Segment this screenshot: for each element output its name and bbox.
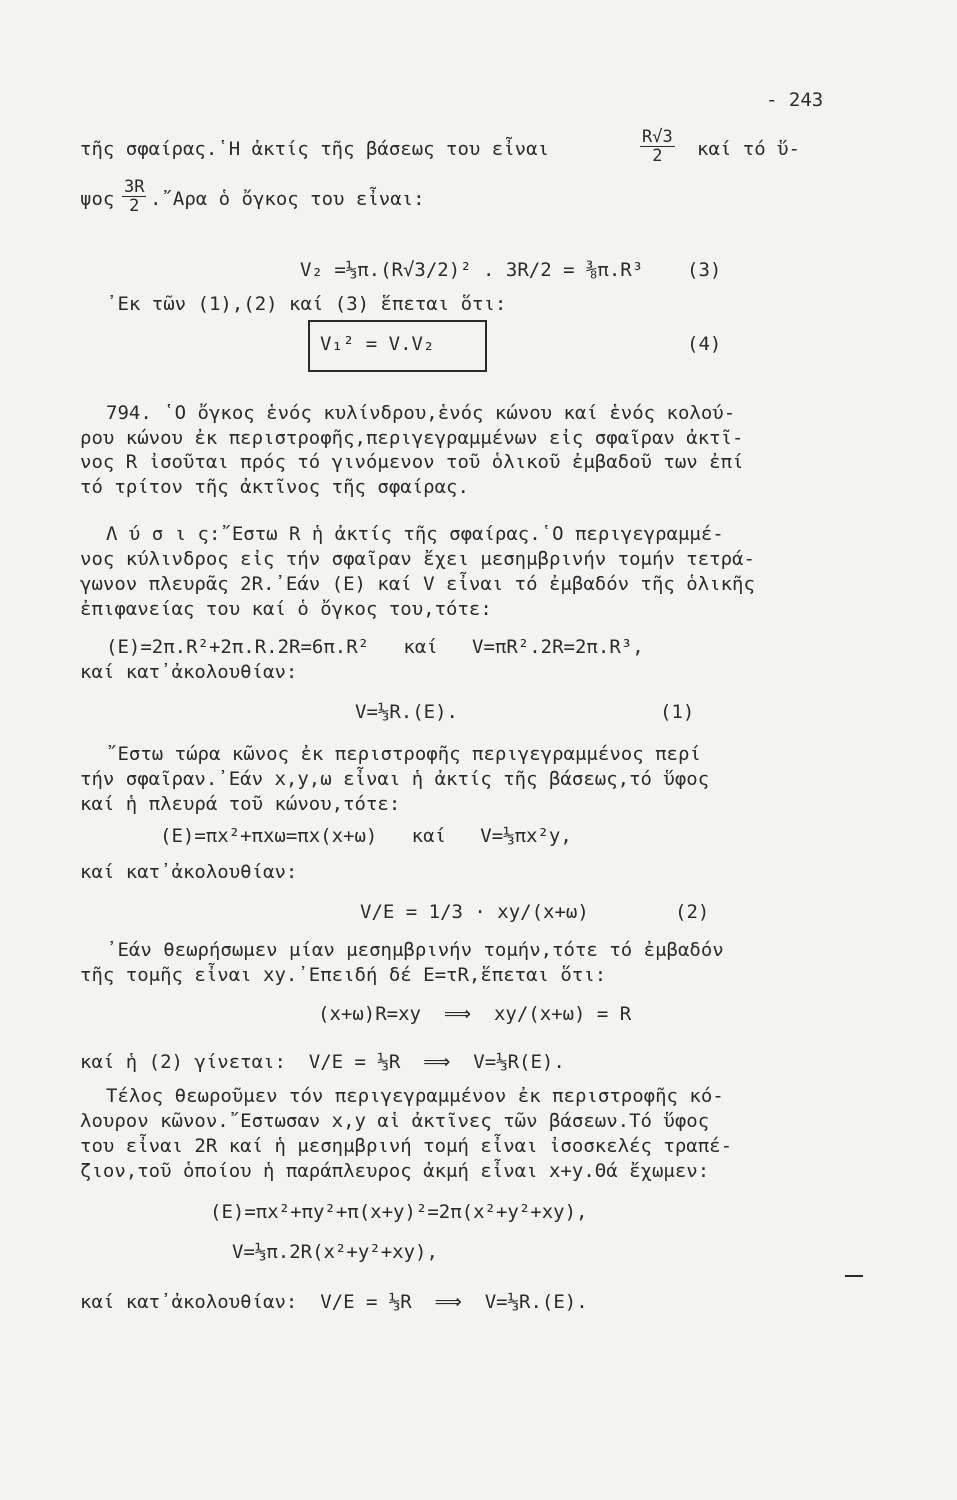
text-line: τῆς τομῆς εἶναι xy.᾿Επειδή δέ Ε=τR,ἕπεται ὅτι: (80, 964, 607, 986)
text-line: καί ἡ (2) γίνεται: V/E = ⅓R ⟹ V=⅓R(Ε). (80, 1051, 565, 1073)
text-line: καί κατ᾿ἀκολουθίαν: V/E = ⅓R ⟹ V=⅓R.(Ε). (80, 1291, 588, 1313)
equation: V=⅓R.(Ε). (355, 701, 458, 723)
text-line: Τέλος θεωροῦμεν τόν περιγεγραμμένον ἐκ περιστροφῆς κό- (106, 1085, 724, 1107)
equation: (Ε)=2π.R²+2π.R.2R=6π.R² καί V=πR².2R=2π.R³, (106, 636, 644, 658)
equation: V/E = 1/3 · xy/(x+ω) (360, 901, 589, 923)
solution-line: ἐπιφανείας του καί ὁ ὄγκος του,τότε: (80, 598, 492, 620)
solution-line: γωνον πλευρᾶς 2R.᾿Εάν (Ε) καί V εἶναι τό ἐμβαδόν τῆς ὁλικῆς (80, 573, 755, 595)
text-line: ψος (80, 188, 115, 210)
solution-line: Λ ύ σ ι ς:῎Εστω R ἡ ἀκτίς τῆς σφαίρας.῾Ο περιγεγραμμέ- (106, 523, 724, 545)
fraction-denominator: 2 (652, 146, 663, 166)
fraction-denominator: 2 (129, 196, 140, 216)
equation-label: (4) (687, 333, 722, 355)
text-line: καί ἡ πλευρά τοῦ κώνου,τότε: (80, 793, 401, 815)
problem-line: τό τρίτον τῆς ἀκτῖνος τῆς σφαίρας. (80, 476, 469, 498)
equation: (Ε)=πx²+πxω=πx(x+ω) καί V=⅓πx²y, (160, 825, 572, 847)
text-line: καί κατ᾿ἀκολουθίαν: (80, 661, 298, 683)
equation: V₁² = V.V₂ (320, 333, 435, 355)
text-line: ζιον,τοῦ ὁποίου ἡ παράπλευρος ἀκμή εἶναι x+y.Θά ἔχωμεν: (80, 1160, 710, 1182)
text-line: τήν σφαῖραν.᾿Εάν x,y,ω εἶναι ἡ ἀκτίς τῆς βάσεως,τό ὕφος (80, 768, 710, 790)
text-line: καί τό ὕ- (697, 138, 800, 160)
problem-line: ρου κώνου ἐκ περιστροφῆς,περιγεγραμμένων εἰς σφαῖραν ἀκτῖ- (80, 427, 744, 449)
page-number: - 243 (766, 89, 824, 111)
equation: (Ε)=πx²+πy²+π(x+y)²=2π(x²+y²+xy), (210, 1201, 588, 1223)
text-line: τῆς σφαίρας.῾Η ἀκτίς τῆς βάσεως του εἶναι (80, 138, 549, 160)
equation-label: (2) (675, 901, 710, 923)
fraction-numerator: R√3 (642, 127, 673, 147)
equation-label: (1) (660, 701, 695, 723)
equation: V=⅓π.2R(x²+y²+xy), (232, 1241, 438, 1263)
text-line: του εἶναι 2R καί ἡ μεσημβρινή τομή εἶναι ἰσοσκελές τραπέ- (80, 1135, 733, 1157)
equation-label: (3) (687, 259, 722, 281)
margin-dash (845, 1275, 863, 1277)
fraction (640, 128, 675, 165)
text-line: .῎Αρα ὁ ὄγκος του εἶναι: (150, 188, 425, 210)
text-line: ᾿Εάν θεωρήσωμεν μίαν μεσημβρινήν τομήν,τότε τό ἐμβαδόν (106, 939, 724, 961)
text-line: ᾿Εκ τῶν (1),(2) καί (3) ἕπεται ὅτι: (106, 293, 507, 315)
problem-line: 794. ῾Ο ὄγκος ἑνός κυλίνδρου,ἑνός κώνου καί ἑνός κολού- (106, 402, 736, 424)
equation: (x+ω)R=xy ⟹ xy/(x+ω) = R (318, 1003, 632, 1025)
fraction-numerator: 3R (124, 177, 145, 197)
problem-line: νος R ἰσοῦται πρός τό γινόμενον τοῦ ὁλικοῦ ἐμβαδοῦ των ἐπί (80, 451, 744, 473)
fraction (122, 178, 146, 215)
text-line: λουρον κῶνον.῎Εστωσαν x,y αἱ ἀκτῖνες τῶν βάσεων.Τό ὕφος (80, 1110, 710, 1132)
text-line: ῎Εστω τώρα κῶνος ἐκ περιστροφῆς περιγεγραμμένος περί (106, 743, 701, 765)
text-line: καί κατ᾿ἀκολουθίαν: (80, 861, 298, 883)
equation: V₂ =⅓π.(R√3/2)² . 3R/2 = ⅜π.R³ (300, 259, 644, 281)
solution-line: νος κύλινδρος εἰς τήν σφαῖραν ἔχει μεσημβρινήν τομήν τετρά- (80, 548, 755, 570)
